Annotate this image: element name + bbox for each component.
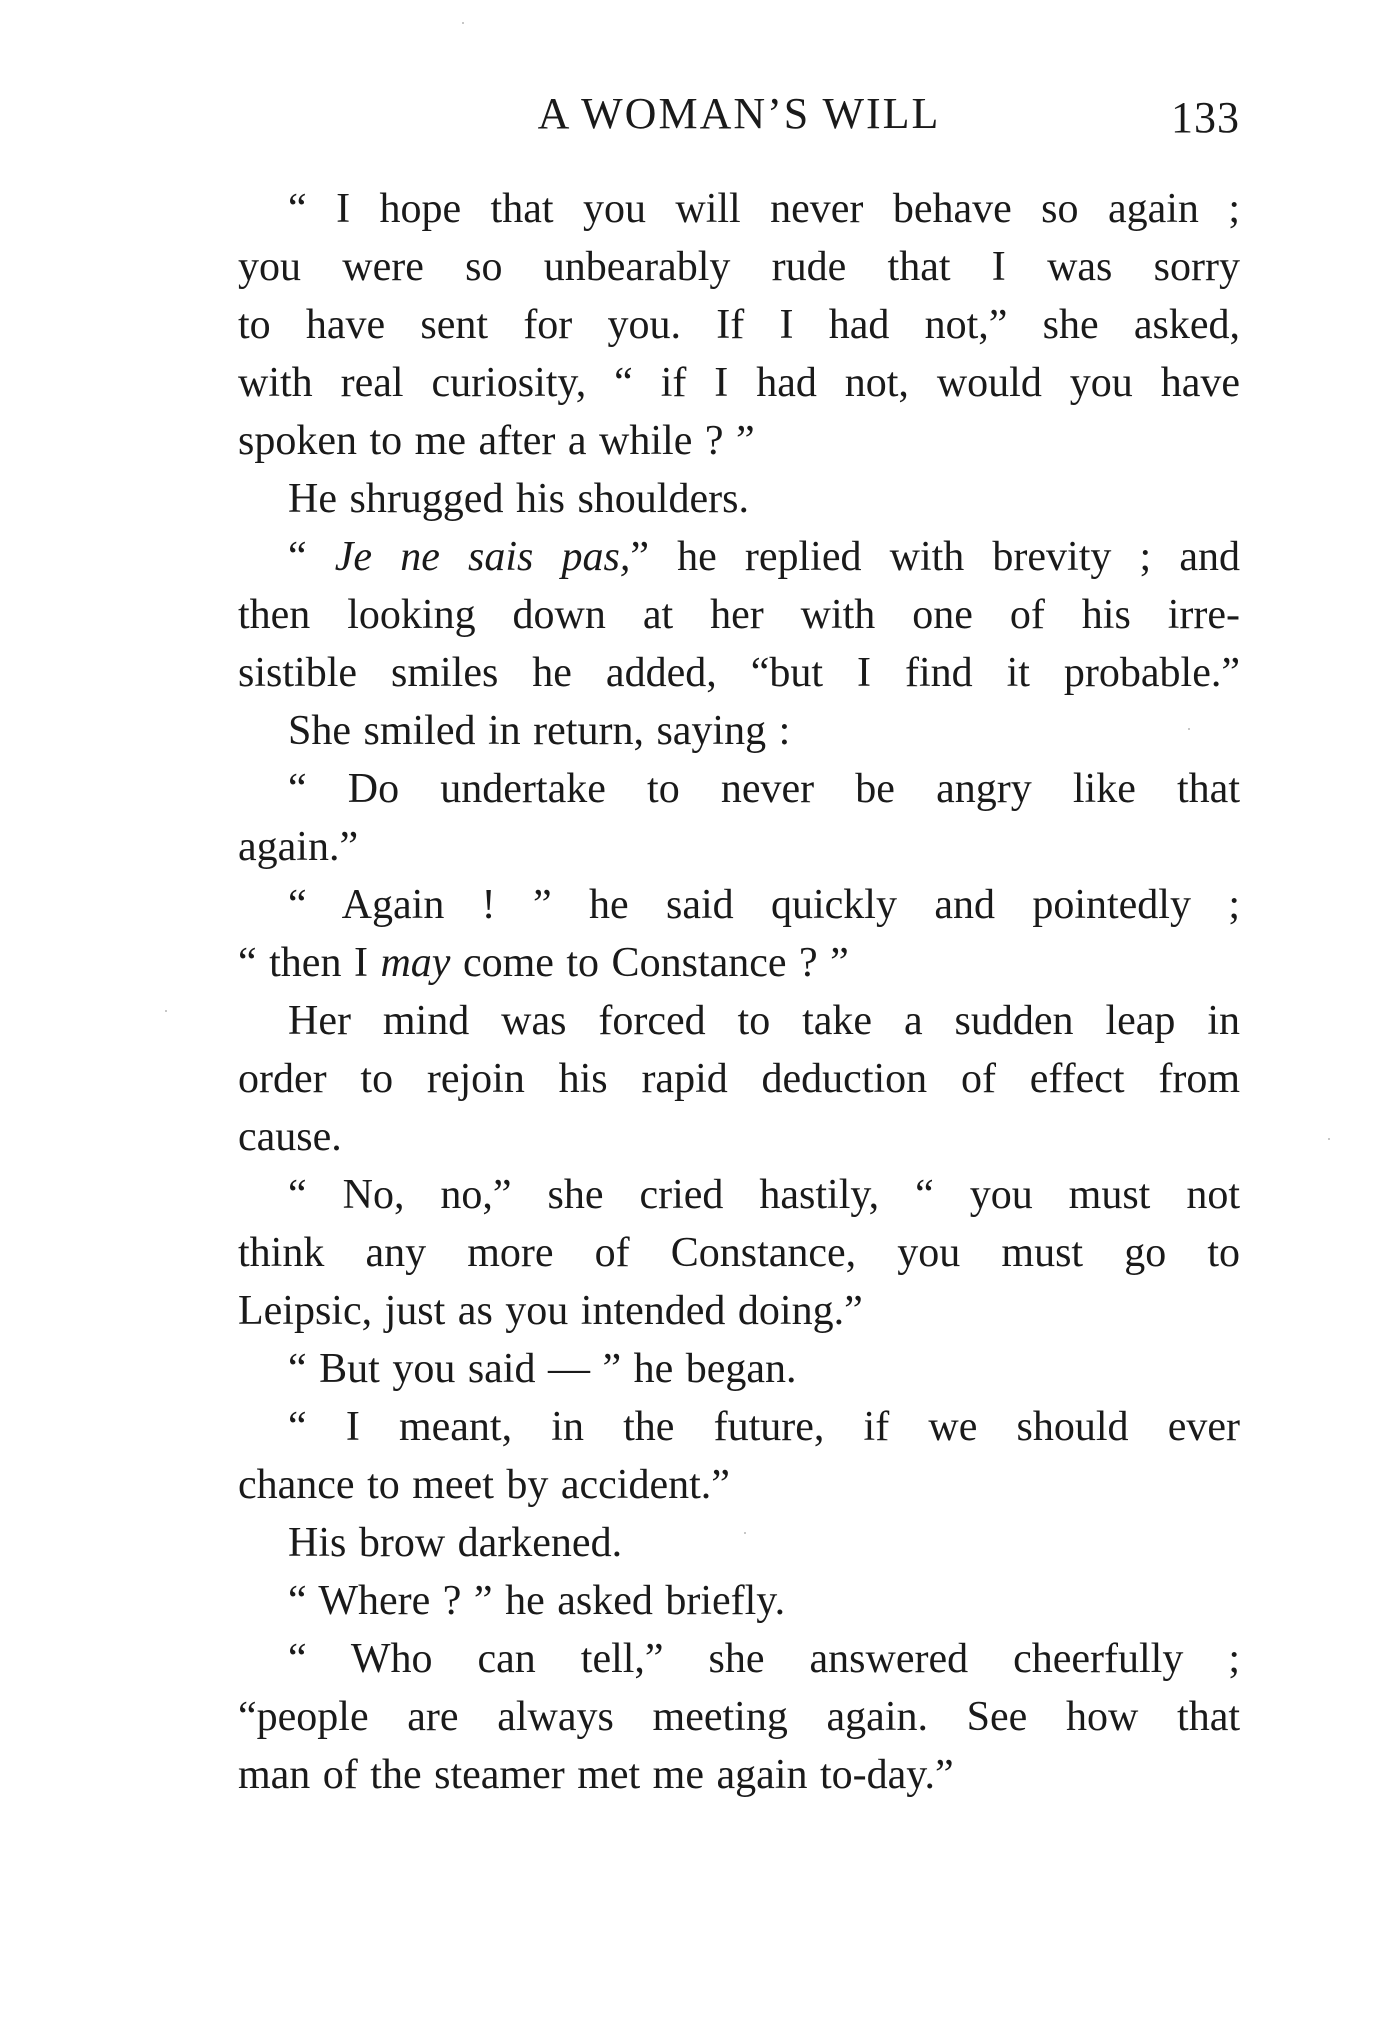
text-line: Her mind was forced to take a sudden leap in: [288, 998, 1240, 1044]
text-line: order to rejoin his rapid deduction of effect from: [238, 1056, 1240, 1102]
text-line: again.”: [238, 824, 359, 870]
running-title: A WOMAN’S WILL: [537, 89, 941, 138]
text-line: She smiled in return, saying :: [288, 708, 791, 754]
text-line: He shrugged his shoulders.: [288, 476, 749, 522]
paper-speck: [1188, 728, 1190, 730]
text-line: “ No, no,” she cried hastily, “ you must not: [288, 1172, 1240, 1218]
text-line: His brow darkened.: [288, 1520, 623, 1566]
text-line: “people are always meeting again. See how that: [238, 1694, 1240, 1740]
text-line: to have sent for you. If I had not,” she asked,: [238, 302, 1240, 348]
text-line: cause.: [238, 1114, 342, 1160]
text-line: “ Where ? ” he asked briefly.: [288, 1578, 786, 1624]
paper-speck: [744, 1532, 746, 1534]
text-line: “ Who can tell,” she answered cheerfully ;: [288, 1636, 1240, 1682]
text-line: “ Je ne sais pas,” he replied with brevity ; and: [288, 534, 1240, 580]
text-line: “ then I may come to Constance ? ”: [238, 940, 849, 986]
text-line: “ Again ! ” he said quickly and pointedly ;: [288, 882, 1240, 928]
text-line: “ But you said — ” he began.: [288, 1346, 797, 1392]
text-line: spoken to me after a while ? ”: [238, 418, 755, 464]
running-head: [238, 88, 1240, 148]
text-line: with real curiosity, “ if I had not, would you have: [238, 360, 1240, 406]
text-line: “ Do undertake to never be angry like that: [288, 766, 1240, 812]
paper-speck: [165, 1010, 167, 1012]
text-line: then looking down at her with one of his irre-: [238, 592, 1240, 638]
text-line: Leipsic, just as you intended doing.”: [238, 1288, 863, 1334]
text-line: “ I hope that you will never behave so again ;: [288, 186, 1240, 232]
text-line: chance to meet by accident.”: [238, 1462, 730, 1508]
text-line: “ I meant, in the future, if we should ever: [288, 1404, 1240, 1450]
body-text: [238, 180, 1240, 1804]
text-line: sistible smiles he added, “but I find it probable.”: [238, 650, 1240, 696]
paper-speck: [462, 22, 464, 24]
text-line: think any more of Constance, you must go to: [238, 1230, 1240, 1276]
text-line: you were so unbearably rude that I was sorry: [238, 244, 1240, 290]
page-number: 133: [1171, 93, 1240, 142]
text-line: man of the steamer met me again to-day.”: [238, 1752, 954, 1798]
paper-speck: [1328, 1138, 1330, 1140]
